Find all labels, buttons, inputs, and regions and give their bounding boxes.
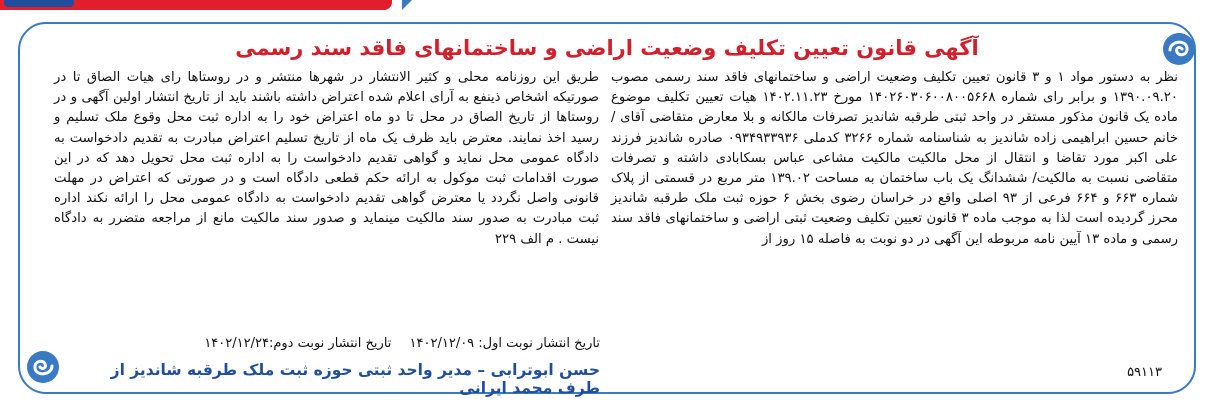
signature-line: حسن ابوترابی – مدیر واحد ثبتی حوزه ثبت ملک طرقبه شاندیز از طرف محمد ایرانی bbox=[110, 361, 600, 397]
notice-paragraph-left: طریق این روزنامه محلی و کثیر الانتشار در شهرها منتشر و در روستاها رای هیات الصاق تا در صورتیکه اشخاص ذینفع به آرای اعلام شده اعتراض داشته باشند باید از تاریخ انتشار اولین آگهی و در روستاها از تاریخ الصاق در محل تا دو ماه اعتراض خود را به اداره ثبت محل وقوع ملک تسلیم و رسید اخذ نمایند. معترض باید ظرف یک ماه از تاریخ تسلیم اعتراض مبادرت به تقدیم دادخواست به دادگاه عمومی محل نماید و گواهی تقدیم دادخواست را به اداره ثبت محل تحویل دهد که در این صورت اقدامات ثبت موکول به ارائه حکم قطعی دادگاه است و در صورتی که اعتراض در مهلت قانونی واصل نگردد یا معترض گواهی تقدیم دادخواست به دادگاه عمومی محل را ارائه نکند اداره ثبت مبادرت به صدور سند مالکیت مینماید و صدور سند مالکیت مانع از مراجعه متضرر به دادگاه نیست . م الف ۲۲۹ bbox=[54, 70, 599, 247]
notice-body-right-column bbox=[611, 68, 1178, 250]
header-banner bbox=[0, 0, 400, 14]
publication-dates bbox=[80, 336, 600, 351]
notice-frame bbox=[18, 22, 1196, 397]
banner-arrow bbox=[402, 0, 412, 10]
notice-code: ۵۹۱۱۳ bbox=[1127, 365, 1162, 380]
notice-title: آگهی قانون تعیین تکلیف وضعیت اراضی و ساختمانهای فاقد سند رسمی bbox=[235, 36, 979, 60]
notice-body-left-column bbox=[54, 68, 599, 250]
second-publication-date: تاریخ انتشار نوبت دوم:۱۴۰۲/۱۲/۲۴ bbox=[204, 336, 392, 351]
swirl-ornament-icon bbox=[24, 348, 62, 386]
first-publication-date: تاریخ انتشار نوبت اول: ۱۴۰۲/۱۲/۰۹ bbox=[409, 336, 600, 351]
banner-blue-tab bbox=[4, 0, 74, 7]
notice-paragraph-right: نظر به دستور مواد ۱ و ۳ قانون تعیین تکلیف وضعیت اراضی و ساختمانهای فاقد سند رسمی مصوب ۱۳۹۰.۰۹.۲۰ و برابر رای شماره ۱۴۰۲۶۰۳۰۶۰۰۸۰۰۵۶۶۸ مورخ ۱۴۰۲.۱۱.۲۳ هیات تعیین تکلیف موضوع ماده یک قانون مذکور مستقر در واحد ثبتی طرقبه شاندیز تصرفات مالکانه و بلا معارض متقاضی آقای / خانم حسین ابراهیمی زاده شاندیز به شناسنامه شماره ۳۲۶۶ کدملی ۰۹۳۴۹۳۳۹۳۶ صادره شاندیز فرزند علی اکبر مورد تقاضا و انتقال از محل مالکیت مالکیت مشاعی عباس بسکابادی داشته و تصرفات متقاضی نسبت به مالکیت/ ششدانگ یک باب ساختمان به مساحت ۱۳۹.۰۲ متر مربع در قسمتی از پلاک شماره ۶۶۳ و ۶۶۴ فرعی از ۹۳ اصلی واقع در خراسان رضوی بخش ۶ حوزه ثبت ملک طرقبه شاندیز محرز گردیده است لذا به موجب ماده ۳ قانون تعیین تکلیف وضعیت ثبتی اراضی و ساختمانهای فاقد سند رسمی و ماده ۱۳ آیین نامه مربوطه این آگهی در دو نوبت به فاصله ۱۵ روز از bbox=[611, 70, 1178, 247]
